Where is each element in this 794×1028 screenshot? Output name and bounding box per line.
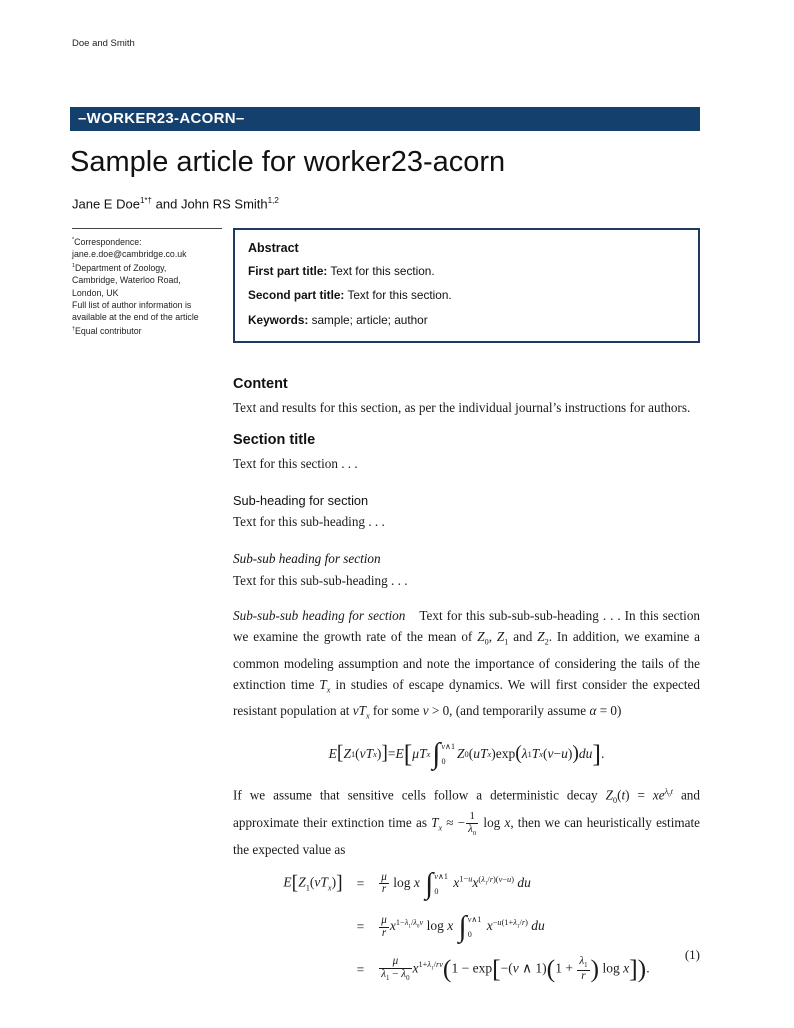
article-title: Sample article for worker23-acorn xyxy=(70,146,506,178)
correspondence-label: *Correspondence: xyxy=(72,236,142,247)
equation-number: (1) xyxy=(684,946,700,962)
follow-up-paragraph: If we assume that sensitive cells follow a deterministic decay $Z_0(t) = xe^{\lambda_0t}$ and approximate their extinction time as $T_x$ ≈ − $\frac{1}{\lambda_0}$ log x, then we can heuristically estimate the expected value as xyxy=(233,787,701,857)
subsubsub-inline-heading: Sub-sub-sub heading for section xyxy=(233,607,406,623)
affiliation-line-1: $^1$Department of Zoology, xyxy=(72,263,167,274)
running-head: Doe and Smith xyxy=(72,38,135,49)
equation-array xyxy=(233,867,700,984)
abstract-row-label: Keywords: xyxy=(248,312,309,327)
equals-sign: = xyxy=(356,875,365,891)
display-equation: E [ Z 1 ( vT x ) ] = E [ μT x ∫ v∧1 0 Z 0 ( uT x ) exp ( λ 1 T x ( v − u ) ) du ] . xyxy=(328,737,605,770)
equation-rhs-line-2: $\frac{\mu}{r}$ $x^{1-\lambda_1/\lambda_0v}$ log x ∫ v∧1 0 $x^{-u(1+\lambda_1/r)}$ du xyxy=(381,911,545,944)
subsubsub-paragraph xyxy=(233,605,700,727)
abstract-row-text: sample; article; author xyxy=(311,312,428,327)
subsubsection-paragraph: Text for this sub-sub-heading . . . xyxy=(233,572,408,588)
abstract-row-keywords xyxy=(248,313,685,328)
equals-sign: = xyxy=(356,961,365,977)
content-heading: Content xyxy=(233,375,288,392)
equal-contributor-note: †Equal contributor xyxy=(72,326,142,337)
abstract-box xyxy=(233,228,700,343)
abstract-row-text: Text for this section. xyxy=(330,264,435,278)
journal-banner xyxy=(70,107,700,131)
banner-text: –WORKER23-ACORN– xyxy=(78,110,245,127)
subsection-heading: Sub-heading for section xyxy=(233,492,369,508)
equals-sign: = xyxy=(356,919,365,935)
abstract-row-second-part xyxy=(248,288,685,303)
equation-rhs-line-3: $\frac{\mu}{\lambda_1 - \lambda_0}$ $x^{1+\lambda_1/rv}(1 - \exp[-(v$ ∧ 1)(1 + $\frac{\lambda_1}{r}$ ) log x]). xyxy=(381,954,650,984)
subsection-paragraph: Text for this sub-heading . . . xyxy=(233,513,385,529)
authors-line: Jane E Doe$^{1*\dagger}$ and John RS Smith$^{1,2}$ xyxy=(72,196,279,212)
two-column-layout xyxy=(72,228,700,983)
subsubsection-heading: Sub-sub heading for section xyxy=(233,550,381,566)
main-column xyxy=(233,228,700,983)
author-info-note-1: Full list of author information is xyxy=(72,299,192,310)
abstract-heading: Abstract xyxy=(248,241,299,255)
correspondence-email: jane.e.doe@cambridge.co.uk xyxy=(72,249,187,260)
affiliation-line-2: Cambridge, Waterloo Road, xyxy=(72,275,181,286)
affiliation-line-3: London, UK xyxy=(72,287,119,298)
section-heading: Section title xyxy=(233,431,316,448)
abstract-row-text: Text for this section. xyxy=(347,288,452,303)
abstract-row-label: First part title: xyxy=(248,264,328,278)
content-paragraph: Text and results for this section, as per the individual journal’s instructions for authors. xyxy=(233,399,691,415)
subsubsub-body-text: Text for this sub-sub-sub-heading . . . In this section we examine the growth rate of the mean of $Z_0$, $Z_1$ and $Z_2$. In addition, we examine a common modeling assumption and note the importance of considering the tails of the extinction time $T_x$ in studies of escape dynamics. We will first consider the expected resistant population at $vT_x$ for some v > 0, (and temporarily assume α = 0) xyxy=(233,607,701,721)
correspondence-block xyxy=(72,228,222,983)
abstract-row-first-part xyxy=(248,264,685,279)
author-info-note-2: available at the end of the article xyxy=(72,312,199,323)
abstract-row-label: Second part title: xyxy=(248,288,345,303)
equation-rhs-line-1: $\frac{\mu}{r}$ log x ∫ v∧1 0 $x^{1-u}x^{(\lambda_1/r)(v-u)}$ du xyxy=(381,867,531,900)
section-paragraph: Text for this section . . . xyxy=(233,455,358,471)
equation-lhs: $E[Z_1(vT_x)]$ xyxy=(283,873,343,895)
